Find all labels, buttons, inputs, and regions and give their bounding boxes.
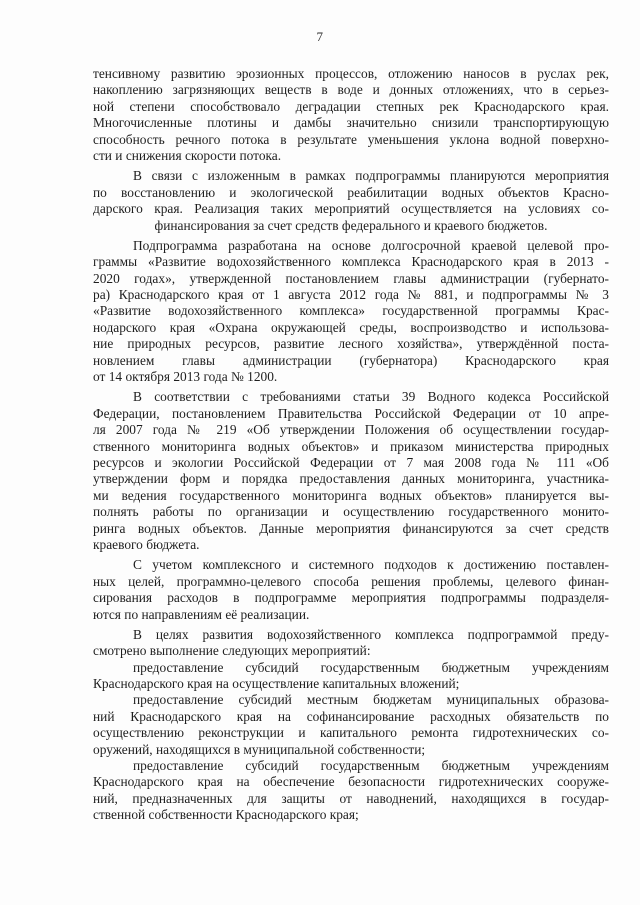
text-line: новлением главы администрации (губернатора) Краснодарского края xyxy=(93,352,609,368)
text-line: Краснодарского края на обеспечение безопасности гидротехнических сооруже- xyxy=(93,774,609,790)
text-line: сти и снижения скорости потока. xyxy=(93,147,282,163)
text-line: финансирования за счет средств федерального и краевого бюджетов. xyxy=(154,217,548,233)
text-line: Многочисленные плотины и дамбы значительно снизили транспортирующую xyxy=(93,115,609,131)
text-line: осуществлению реконструкции и капитального ремонта гидротехнических со- xyxy=(93,725,609,741)
text-line: способность речного потока в результате уменьшения уклона водной поверхно- xyxy=(93,131,609,147)
text-line: тенсивному развитию эрозионных процессов, отложению наносов в руслах рек, xyxy=(93,66,609,81)
text-line: смотрено выполнение следующих мероприятий: xyxy=(93,643,371,659)
text-line: ственного мониторинга водных объектов» и приказом министерства природных xyxy=(93,438,609,454)
text-line: ных целей, программно-целевого способа решения проблемы, целевого финан- xyxy=(93,573,609,589)
text-line: С учетом комплексного и системного подходов к достижению поставлен- xyxy=(133,557,609,573)
text-line: ний Краснодарского края на софинансирование расходных обязательств по xyxy=(93,708,609,724)
text-line: полнять работы по организации и осуществлению государственного монито- xyxy=(93,504,609,520)
text-line: нодарского края «Охрана окружающей среды, воспроизводство и использова- xyxy=(93,319,609,335)
text-line: дарского края. Реализация таких мероприятий осуществляется на условиях со- xyxy=(93,201,609,217)
text-line: Федерации, постановлением Правительства Российской Федерации от 10 апре- xyxy=(93,405,609,421)
text-line: ются по направлениям её реализации. xyxy=(93,606,310,622)
text-line: ринга водных объектов. Данные мероприятия финансируются за счет средств xyxy=(93,520,609,536)
text-line: ля 2007 года № 219 «Об утверждении Положения об осуществлении государ- xyxy=(93,422,609,438)
page-number: 7 xyxy=(316,29,324,44)
text-line: оружений, находящихся в муниципальной собственности; xyxy=(93,741,426,757)
text-line: Краснодарского края на осуществление капитальных вложений; xyxy=(93,676,460,692)
text-line: по восстановлению и экологической реабилитации водных объектов Красно- xyxy=(93,184,609,200)
text-line: В соответствии с требованиями статьи 39 Водного кодекса Российской xyxy=(133,389,609,405)
text-line: предоставление субсидий местным бюджетам муниципальных образова- xyxy=(133,692,609,708)
text-line: ной степени способствовало деградации степных рек Краснодарского края. xyxy=(93,98,609,114)
text-line: краевого бюджета. xyxy=(93,536,200,552)
text-line: от 14 октября 2013 года № 1200. xyxy=(93,369,278,385)
text-line: ресурсов и экологии Российской Федерации от 7 мая 2008 года № 111 «Об xyxy=(93,454,609,470)
text-line: ственной собственности Краснодарского края; xyxy=(93,807,359,823)
text-line: ний, предназначенных для защиты от наводнений, находящихся в государ- xyxy=(93,790,609,806)
text-line: ра) Краснодарского края от 1 августа 2012 года № 881, и подпрограммы № 3 xyxy=(93,287,609,303)
text-line: предоставление субсидий государственным бюджетным учреждениям xyxy=(133,659,609,675)
text-line: ние природных ресурсов, развитие лесного хозяйства», утверждённой поста- xyxy=(93,336,609,352)
text-line: накоплению загрязняющих веществ в воде и донных отложениях, что в серьез- xyxy=(93,82,609,98)
text-line: предоставление субсидий государственным бюджетным учреждениям xyxy=(133,758,609,774)
text-line: Подпрограмма разработана на основе долгосрочной краевой целевой про- xyxy=(133,237,609,253)
text-line: граммы «Развитие водохозяйственного комплекса Краснодарского края в 2013 - xyxy=(93,254,609,270)
text-line: сирования расходов в подпрограмме мероприятия подпрограммы подразделя- xyxy=(93,590,609,606)
text-line: 2020 годах», утвержденной постановлением главы администрации (губернато- xyxy=(93,270,609,286)
text-line: В связи с изложенным в рамках подпрограммы планируются мероприятия xyxy=(133,168,609,184)
text-line: В целях развития водохозяйственного комплекса подпрограммой преду- xyxy=(133,626,609,642)
text-line: ми ведения государственного мониторинга водных объектов» планируется вы- xyxy=(93,487,609,503)
text-line: «Развитие водохозяйственного комплекса» государственной программы Крас- xyxy=(93,303,609,319)
document-body xyxy=(93,66,609,824)
text-line: утверждении форм и порядка предоставления данных мониторинга, участника- xyxy=(93,471,609,487)
